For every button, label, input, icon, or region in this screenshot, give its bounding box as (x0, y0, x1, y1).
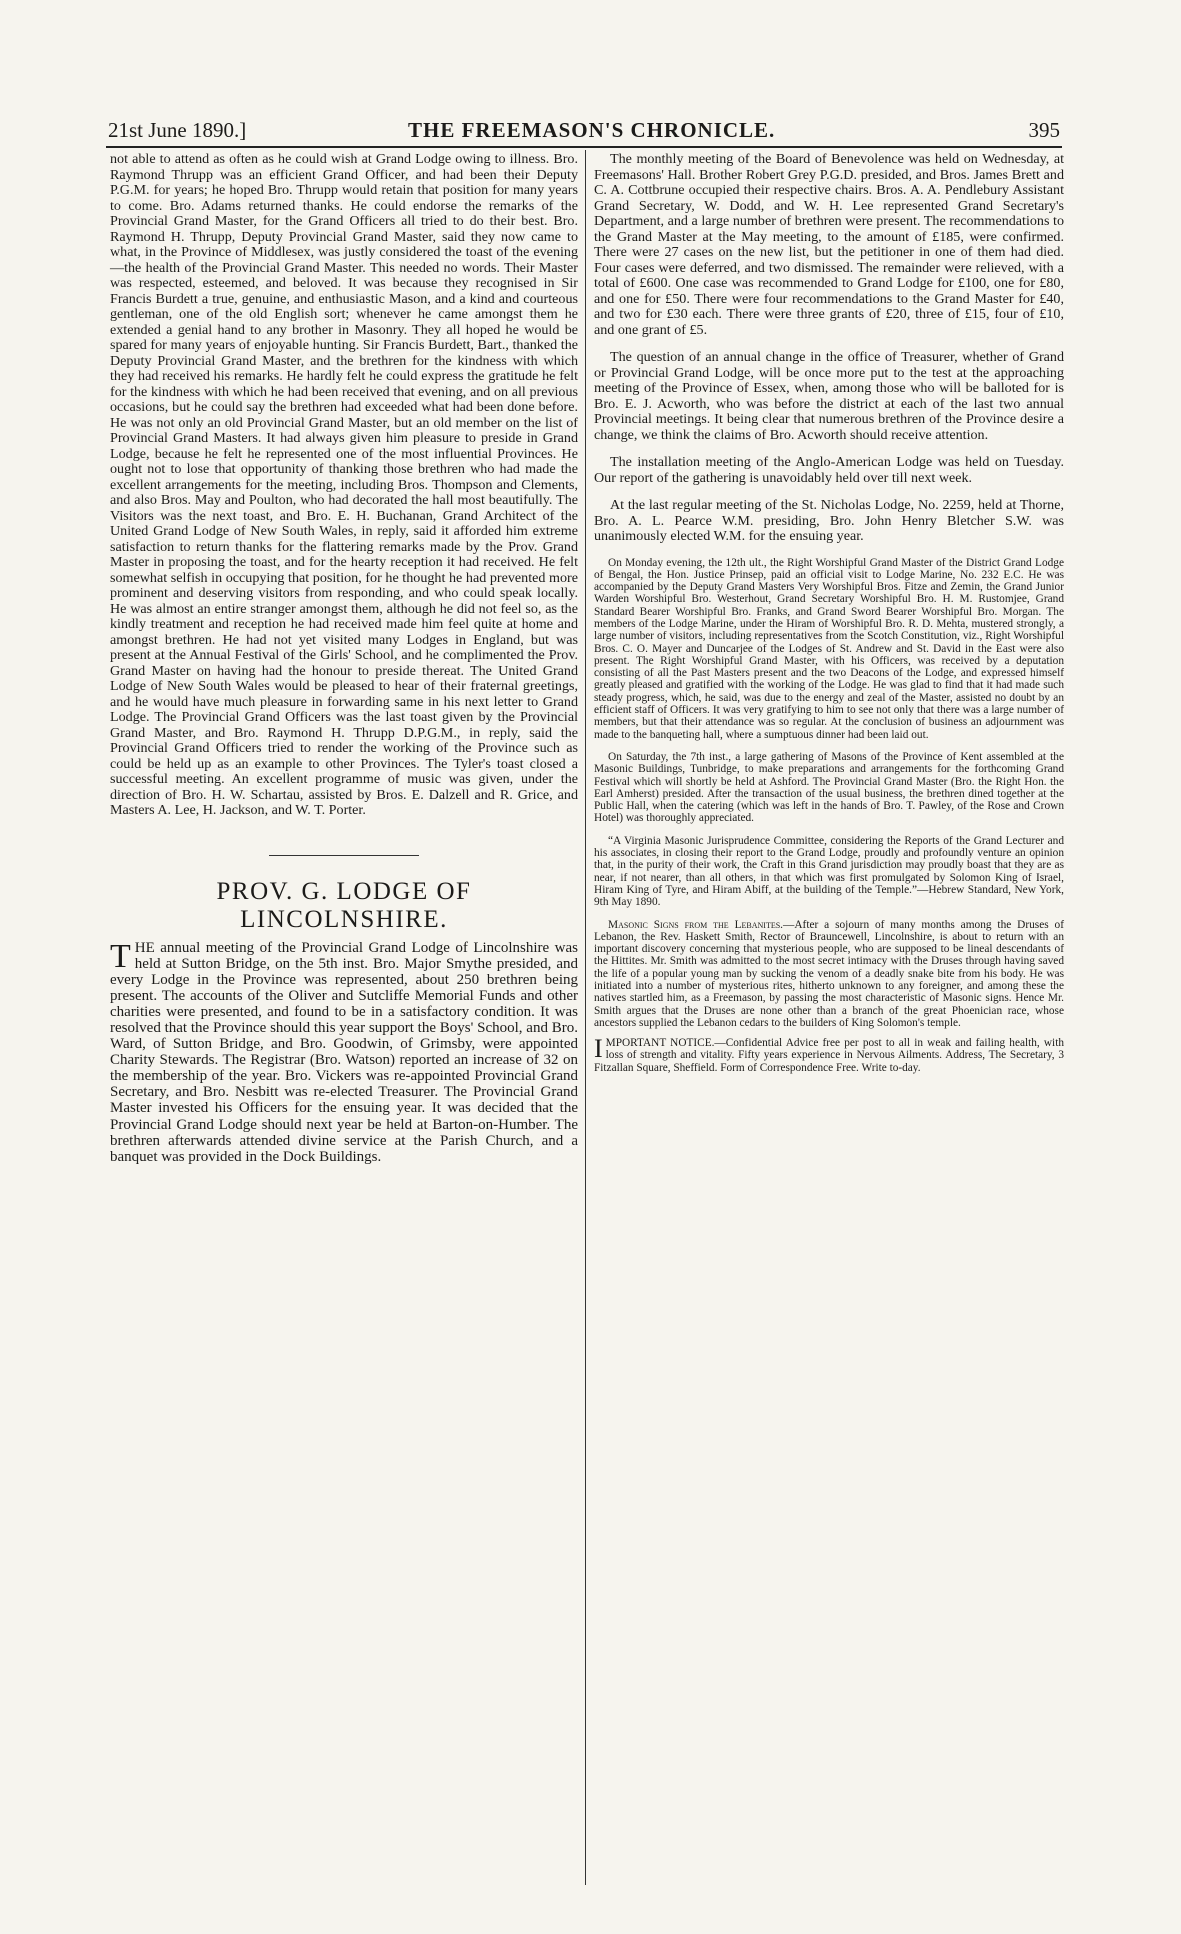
important-notice (594, 1034, 1064, 1074)
lincolnshire-text: HE annual meeting of the Provincial Grand Lodge of Lincolnshire was held at Sutton Bridge, on the 5th inst. Bro. Major Smythe presided, and every Lodge in the Province was represented, about 250 brethren being present. The accounts of the Oliver and Sutcliffe Memorial Funds and other charities were presented, and found to be in a satisfactory condition. It was resolved that the Province should this year support the Boys' School, and Bro. Ward, of Sutton Bridge, and Bro. Goodwin, of Grimsby, were appointed Charity Stewards. The Registrar (Bro. Watson) reported an increase of 32 on the membership of the year. Bro. Vickers was re-appointed Provincial Grand Secretary, and Bro. Nesbitt was re-elected Treasurer. The Provincial Grand Master invested his Officers for the ensuing year. It was decided that the Provincial Grand Lodge should next year be held at Barton-on-Humber. The brethren afterwards attended divine service at the Parish Church, and a banquet was provided in the Dock Buildings. (110, 939, 578, 1165)
page-number: 395 (1028, 118, 1060, 142)
drop-cap: T (110, 937, 131, 975)
benevolence-paragraph: The monthly meeting of the Board of Benevolence was held on Wednesday, at Freemasons' Hall. Brother Robert Grey P.G.D. presided, and Bros. James Brett and C. A. Cottbrune occupied their respective chairs. Bros. A. A. Pendlebury Assistant Grand Secretary, W. Dodd, and W. H. Lee represented Grand Secretary's Department, and a large number of brethren were present. The recommendations to the Grand Master at the May meeting, to the amount of £185, were confirmed. There were 27 cases on the new list, but the petitioner in one of them had died. Four cases were deferred, and two dismissed. The remainder were relieved, with a total of £600. One case was recommended to Grand Lodge for £100, one for £80, and one for £50. There were four recommendations to the Grand Master for £40, and two for £30 each. There were three grants of £20, three of £15, four of £10, and one grant of £5. (594, 151, 1064, 338)
masonic-signs-paragraph (594, 919, 1064, 1030)
toast-report-paragraph: not able to attend as often as he could wish at Grand Lodge owing to illness. Bro. Raymond Thrupp was an efficient Grand Officer, and had been their Deputy P.G.M. for years; he hoped Bro. Thrupp would retain that position for many years to come. Bro. Adams returned thanks. He could endorse the remarks of the Provincial Grand Master, for the Grand Officers all tried to do their best. Bro. Raymond H. Thrupp, Deputy Provincial Grand Master, said they now came to what, in the Province of Middlesex, was justly considered the toast of the evening—the health of the Provincial Grand Master. This needed no words. Their Master was respected, esteemed, and beloved. It was because they recognised in Sir Francis Burdett a true, genuine, and enthusiastic Mason, and a kind and courteous gentleman, one of the old English sort; whenever he came amongst them he extended a genial hand to any brother in Masonry. They all hoped he would be spared for many years of enjoyable hunting. Sir Francis Burdett, Bart., thanked the Deputy Provincial Grand Master, and the brethren for the kindness with which they had received his remarks. He hardly felt he could express the gratitude he felt for the kindness with which he had been received that evening, and on all previous occasions, but he could say the brethren had exceeded what had been done before. He was not only an old Provincial Grand Master, but an old member on the list of Provincial Grand Masters. It had always given him pleasure to preside in Grand Lodge, because he felt he represented one of the most influential Provinces. He ought not to lose that opportunity of thanking those brethren who had made the excellent arrangements for the meeting, including Bros. Thompson and Clements, and also Bros. May and Poulton, who had decorated the hall most beautifully. The Visitors was the next toast, and Bro. E. H. Buchanan, Grand Architect of the United Grand Lodge of New South Wales, in reply, said it afforded him extreme satisfaction to return thanks for the flattering remarks made by the Prov. Grand Master in proposing the toast, and for the hearty reception it had received. He felt somewhat selfish in occupying that position, for he thought he had prevented more prominent and deserving visitors from responding, and who could speak locally. He was almost an entire stranger amongst them, although he did not feel so, as the kindly treatment and reception he had received made him feel quite at home and amongst brethren. He had not yet visited many Lodges in England, but was present at the Annual Festival of the Girls' School, and he complimented the Prov. Grand Master on having had the honour to preside thereat. The United Grand Lodge of New South Wales would be pleased to hear of their fraternal greetings, and he would have much pleasure in forwarding same in his next letter to Grand Lodge. The Provincial Grand Officers was the last toast given by the Provincial Grand Master, and Bro. Raymond H. Thrupp D.P.G.M., in reply, said the Provincial Grand Officers tried to render the working of the Province such as could be held up as an example to other Provinces. The Tyler's toast closed a successful meeting. An excellent programme of music was given, under the direction of Bro. H. W. Schartau, assisted by Bros. E. Dalzell and R. Grice, and Masters A. Lee, H. Jackson, and W. T. Porter. (110, 151, 578, 818)
virginia-paragraph: “A Virginia Masonic Jurisprudence Committee, considering the Reports of the Grand Lecturer and his associates, in closing their report to the Grand Lodge, proudly and profoundly venture an opinion that, in the purity of their work, the Craft in this Grand jurisdiction may proudly boast that they are as near, if not nearer, than all others, in that which was first promulgated by Solomon King of Israel, Hiram King of Tyre, and Hiram Abiff, at the building of the Temple.”—Hebrew Standard, New York, 9th May 1890. (594, 834, 1064, 909)
masonic-signs-text: —After a sojourn of many months among the Druses of Lebanon, the Rev. Haskett Smith, Rector of Brauncewell, Lincolnshire, is about to return with an important discovery concerning that mysterious people, who are supposed to be lineal descendants of the Hittites. Mr. Smith was admitted to the most secret intimacy with the Druses through having saved the life of a popular young man by sucking the venom of a deadly snake bite from his body. He was initiated into a number of mysterious rites, hitherto unknown to any foreigner, and among these the natives startled him, as a Freemason, by passing the most characteristic of Masonic signs. Hence Mr. Smith argues that the Druses are none other than a branch of the great Phoenician race, whose ancestors supplied the Lebanon cedars to the builders of King Solomon's temple. (594, 918, 1064, 1029)
masonic-signs-lead: Masonic Signs from the Lebanites. (608, 918, 784, 931)
notice-text: MPORTANT NOTICE.—Confidential Advice free per post to all in weak and failing health, with loss of strength and vitality. Fifty years experience in Nervous Ailments. Address, The Secretary, 3 Fitzallan Square, Sheffield. Form of Correspondence Free. Write to-day. (594, 1037, 1064, 1074)
publication-title: THE FREEMASON'S CHRONICLE. (408, 118, 776, 142)
right-column (594, 152, 1064, 1074)
header-rule (106, 146, 1062, 148)
treasurer-paragraph: The question of an annual change in the office of Treasurer, whether of Grand or Provincial Grand Lodge, will be once more put to the test at the approaching meeting of the Province of Essex, when, among those who will be balloted for is Bro. E. J. Acworth, who was before the district at each of the last two annual Provincial meetings. It being clear that numerous brethren of the Province desire a change, we think the claims of Bro. Acworth should receive attention. (594, 349, 1064, 443)
left-column (110, 152, 578, 1165)
st-nicholas-paragraph: At the last regular meeting of the St. Nicholas Lodge, No. 2259, held at Thorne, Bro. A. L. Pearce W.M. presiding, Bro. John Henry Bletcher S.W. was unanimously elected W.M. for the ensuing year. (594, 497, 1064, 544)
anglo-american-paragraph: The installation meeting of the Anglo-American Lodge was held on Tuesday. Our report of the gathering is unavoidably held over till next week. (594, 454, 1064, 486)
bengal-paragraph: On Monday evening, the 12th ult., the Right Worshipful Grand Master of the District Grand Lodge of Bengal, the Hon. Justice Prinsep, paid an official visit to Lodge Marine, No. 232 E.C. He was accompanied by the Deputy Grand Masters Very Worshipful Bros. Fitze and Zemin, the Grand Junior Warden Worshipful Bro. Westerhout, Grand Secretary Worshipful Bro. H. M. Rustomjee, Grand Standard Bearer Worshipful Bro. Franks, and Grand Sword Bearer Worshipful Bro. Morgan. The members of the Lodge Marine, under the Hiram of Worshipful Bro. R. D. Mehta, mustered strongly, a large number of visitors, including representatives from the Scotch Constitution, viz., Right Worshipful Bros. C. O. Mayer and Duncarjee of the Lodges of St. Andrew and St. David in the East were also present. The Right Worshipful Grand Master, with his Officers, was received by a deputation consisting of all the Past Masters present and the two Deacons of the Lodge, and expressed himself greatly pleased and gratified with the working of the Lodge. He was glad to find that it had made such steady progress, which, he said, was due to the energy and zeal of the Master, assisted no doubt by an efficient staff of Officers. It was very gratifying to him to see not only that there was a large number of members, but that their attendance was so regular. At the conclusion of business an adjournment was made to the banqueting hall, where a sumptuous dinner had been laid out. (594, 556, 1064, 741)
column-divider (585, 150, 586, 1885)
kent-paragraph: On Saturday, the 7th inst., a large gathering of Masons of the Province of Kent assembled at the Masonic Buildings, Tunbridge, to make preparations and arrangements for the forthcoming Grand Festival which will shortly be held at Ashford. The Provincial Grand Master (Bro. the Right Hon. the Earl Amherst) presided. After the transaction of the usual business, the brethren dined together at the Public Hall, when the catering (which was left in the hands of Bro. T. Pawley, of the Rose and Crown Hotel) was thoroughly appreciated. (594, 750, 1064, 825)
section-heading-lincolnshire: PROV. G. LODGE OF LINCOLNSHIRE. (216, 877, 472, 933)
lincolnshire-article (110, 937, 578, 1165)
section-divider (269, 855, 419, 856)
notice-drop-cap: I (594, 1034, 603, 1064)
issue-date: 21st June 1890.] (108, 118, 247, 142)
page-header (98, 118, 1078, 146)
